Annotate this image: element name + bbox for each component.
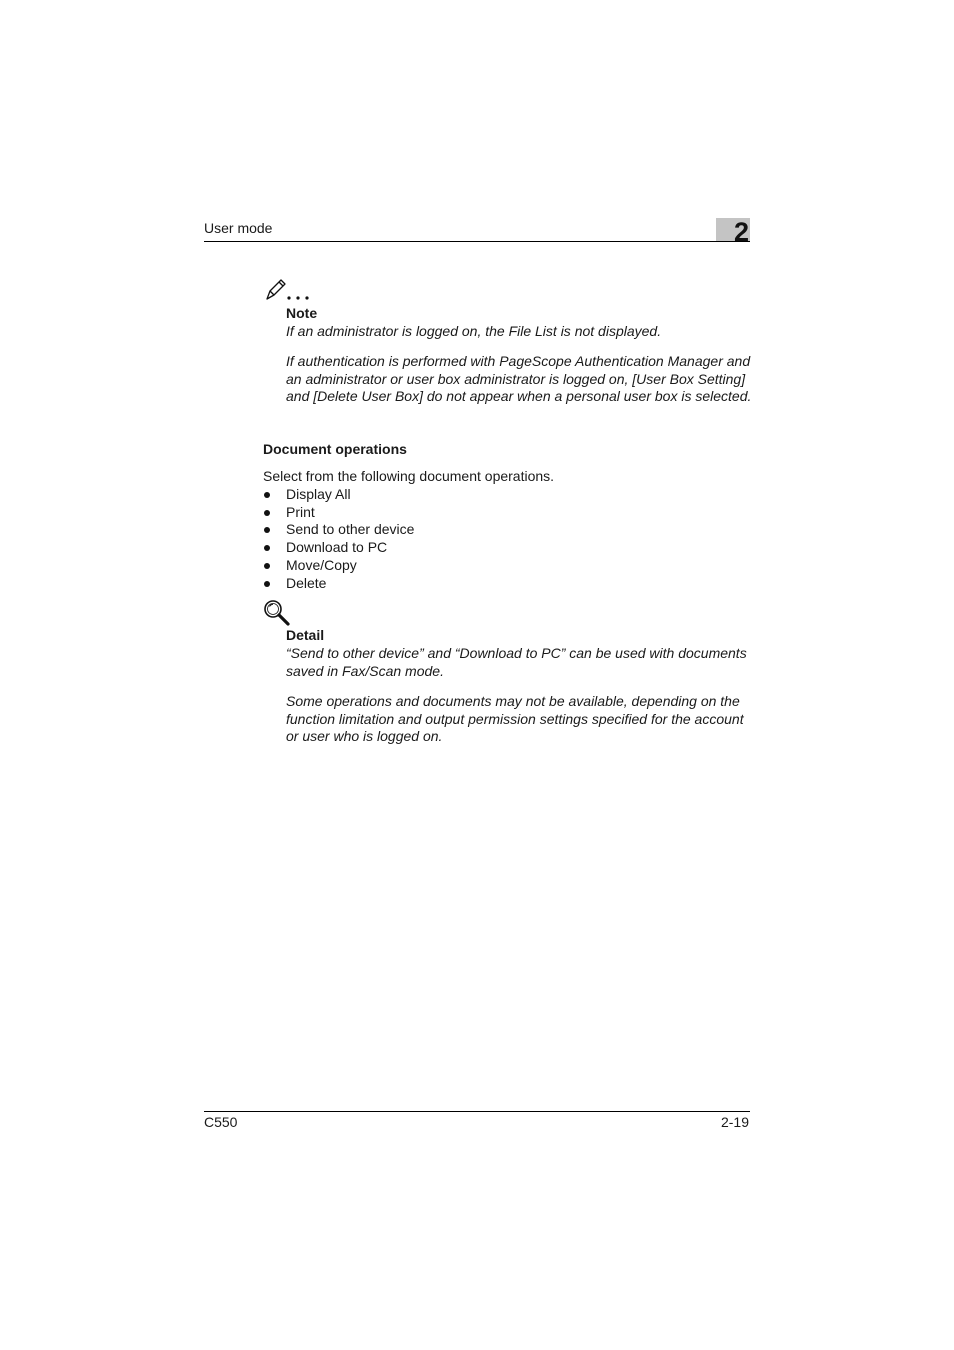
detail-paragraph: “Send to other device” and “Download to PC” can be used with documents saved in Fax/Scan mode.: [286, 645, 747, 679]
header-rule: [204, 241, 750, 242]
footer-rule: [204, 1111, 750, 1112]
detail-heading: Detail: [286, 627, 325, 643]
list-item-label: Download to PC: [286, 539, 388, 556]
section-heading: Document operations: [263, 441, 407, 457]
list-item-label: Print: [286, 503, 315, 520]
magnifier-icon: [263, 599, 291, 627]
list-item: [263, 521, 414, 539]
list-item: [263, 486, 414, 504]
operations-list: [263, 486, 414, 592]
list-item: [263, 557, 414, 575]
list-item-label: Display All: [286, 486, 351, 502]
pencil-note-icon: [264, 277, 314, 303]
footer-page-number: 2-19: [720, 1114, 749, 1130]
list-item-label: Send to other device: [286, 521, 415, 538]
bullet-icon: [264, 563, 270, 569]
list-item-label: Delete: [286, 574, 327, 591]
list-item-label: Move/Copy: [286, 556, 357, 573]
note-paragraph: If authentication is performed with PageScope Authentication Manager and an administrator or user box administrator is logged on, [User Box Setting] and [Delete User Box] do not appear when a personal user box is selected.: [286, 353, 752, 405]
section-intro: Select from the following document operations.: [263, 468, 555, 484]
bullet-icon: [264, 492, 270, 498]
footer-model-name: C550: [204, 1114, 238, 1130]
list-item: [263, 539, 414, 557]
running-header-title: User mode: [204, 220, 273, 236]
note-heading: Note: [286, 305, 318, 321]
bullet-icon: [264, 581, 270, 587]
list-item: [263, 504, 414, 522]
note-paragraph: If an administrator is logged on, the File List is not displayed.: [286, 323, 662, 339]
chapter-number: 2: [733, 217, 749, 247]
chapter-tab: [716, 217, 750, 247]
detail-paragraph: Some operations and documents may not be available, depending on the function limitation and output permission settings specified for the account or user who is logged on.: [286, 693, 744, 745]
bullet-icon: [264, 545, 270, 551]
bullet-icon: [264, 527, 270, 533]
list-item: [263, 575, 414, 593]
bullet-icon: [264, 510, 270, 516]
